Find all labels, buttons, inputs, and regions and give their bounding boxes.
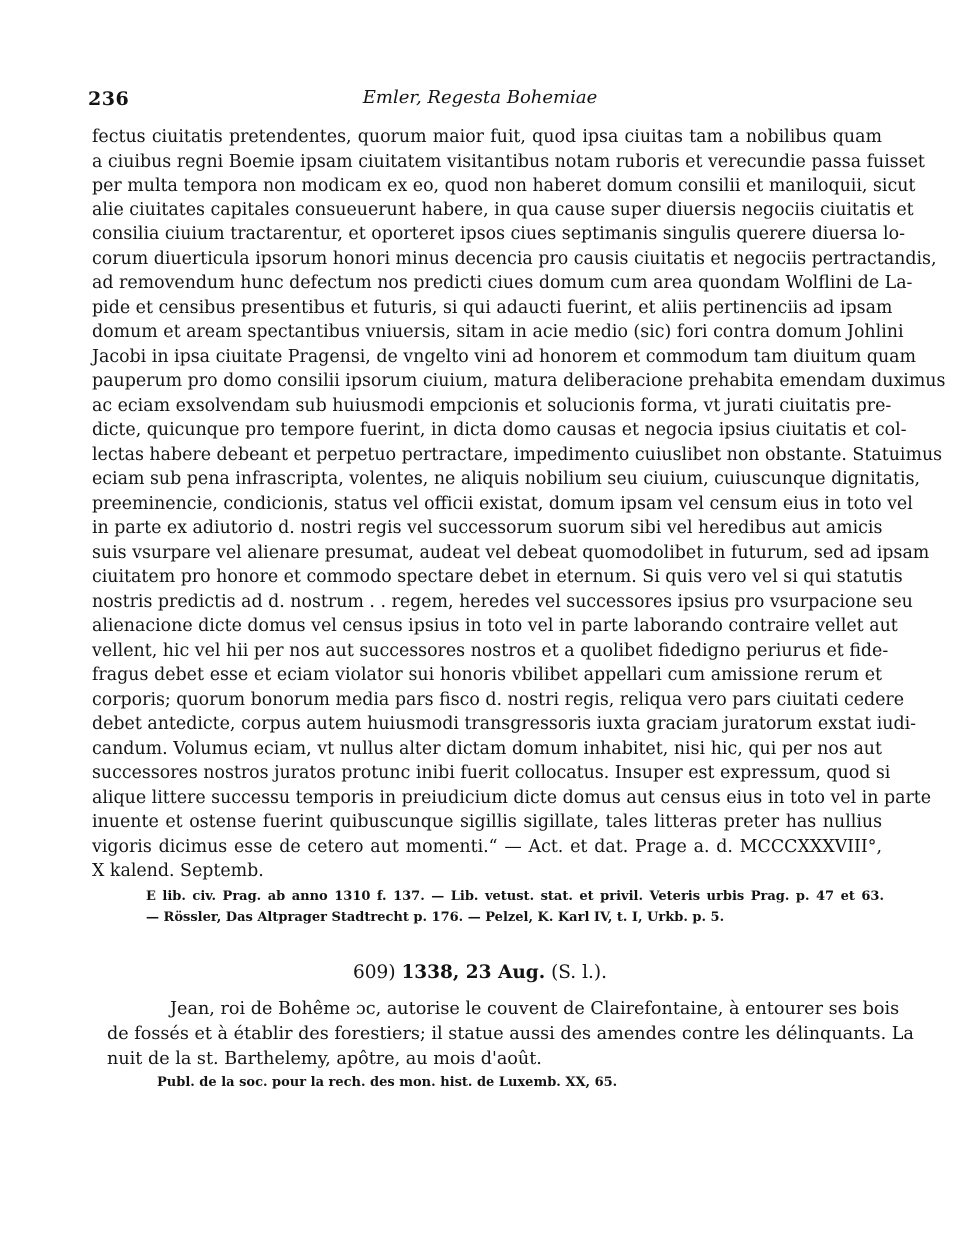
- publication-note: Publ. de la soc. pour la rech. des mon. hist. de Luxemb. XX, 65.: [157, 1075, 618, 1090]
- text-line: vellent, hic vel hii per nos aut successores nostros et a quolibet fidedigno periurus et fide-: [92, 641, 889, 661]
- text-line: nostris predictis ad d. nostrum . . regem, heredes vel successores ipsius pro vsurpacione seu: [92, 592, 913, 612]
- text-line: alienacione dicte domus vel census ipsius in toto vel in parte laborando contraire vellet aut: [92, 616, 898, 636]
- text-line: Jacobi in ipsa ciuitate Pragensi, de vngelto vini ad honorem et commodum tam diuitum quam: [92, 347, 917, 367]
- text-line: alie ciuitates capitales consueuerunt habere, in qua cause super diuersis negociis ciuitatis et: [92, 200, 914, 220]
- text-line: inuente et ostense fuerint quibuscunque sigillis sigillate, tales litteras preter has nullius: [92, 812, 882, 832]
- entry-number: 609): [353, 962, 396, 983]
- text-line: pauperum pro domo consilii ipsorum ciuium, matura deliberacione prehabita emendam duximus: [92, 371, 946, 391]
- text-line: per multa tempora non modicam ex eo, quod non haberet domum consilii et maniloquii, sicut: [92, 176, 916, 196]
- running-title: Emler, Regesta Bohemiae: [362, 87, 598, 108]
- text-line: fragus debet esse et eciam violator sui honoris vbilibet appellari cum amissione rerum et: [92, 665, 882, 685]
- text-line: a ciuibus regni Boemie ipsam ciuitatem visitantibus notam ruboris et verecundie passa fuisset: [92, 152, 925, 172]
- text-line: candum. Volumus eciam, vt nullus alter dictam domum inhabitet, nisi hic, qui per nos aut: [92, 739, 882, 759]
- text-line: corporis; quorum bonorum media pars fisco d. nostri regis, reliqua vero pars ciuitati cedere: [92, 690, 905, 710]
- text-line: X kalend. Septemb.: [92, 861, 264, 881]
- source-note: — Rössler, Das Altprager Stadtrecht p. 176. — Pelzel, K. Karl IV, t. I, Urkb. p. 5.: [146, 910, 725, 925]
- summary-line: de fossés et à établir des forestiers; il statue aussi des amendes contre les délinquants. La: [107, 1024, 914, 1044]
- source-note: E lib. civ. Prag. ab anno 1310 f. 137. — Lib. vetust. stat. et privil. Veteris urbis Prag. p. 47 et 63.: [146, 889, 884, 904]
- text-line: lectas habere debeant et perpetuo pertractare, impedimento cuiuslibet non obstante. Statuimus: [92, 445, 943, 465]
- entry-place: (S. l.).: [551, 962, 607, 983]
- text-line: dicte, quicunque pro tempore fuerint, in dicta domo causas et negocia ipsius ciuitatis et col-: [92, 420, 907, 440]
- entry-heading: [0, 962, 960, 983]
- text-line: successores nostros juratos protunc inibi fuerit collocatus. Insuper est expressum, quod si: [92, 763, 891, 783]
- summary-line: nuit de la st. Barthelemy, apôtre, au mois d'août.: [107, 1049, 542, 1069]
- text-line: corum diuerticula ipsorum honori minus decencia pro causis ciuitatis et negociis pertractandis,: [92, 249, 937, 269]
- summary-line: Jean, roi de Bohême ɔc, autorise le couvent de Clairefontaine, à entourer ses bois: [170, 999, 900, 1019]
- text-line: ciuitatem pro honore et commodo spectare debet in eternum. Si quis vero vel si qui statutis: [92, 567, 903, 587]
- text-line: suis vsurpare vel alienare presumat, audeat vel debeat quomodolibet in futurum, sed ad ipsam: [92, 543, 930, 563]
- text-line: consilia ciuium tractarentur, et oporteret ipsos ciues septimanis singulis querere diuersa lo-: [92, 224, 905, 244]
- text-line: eciam sub pena infrascripta, volentes, ne aliquis nobilium seu ciuium, cuiuscunque dignitatis,: [92, 469, 921, 489]
- text-line: vigoris dicimus esse de cetero aut momenti.“ — Act. et dat. Prage a. d. MCCCXXXVIII°,: [92, 837, 882, 857]
- text-line: preeminencie, condicionis, status vel officii existat, domum ipsam vel censum eius in toto vel: [92, 494, 913, 514]
- text-line: fectus ciuitatis pretendentes, quorum maior fuit, quod ipsa ciuitas tam a nobilibus quam: [92, 127, 882, 147]
- text-line: ad removendum hunc defectum nos predicti ciues domum cum area quondam Wolflini de La-: [92, 273, 913, 293]
- text-line: alique littere successu temporis in preiudicium dicte domus aut census eius in toto vel in parte: [92, 788, 932, 808]
- entry-date: 1338, 23 Aug.: [401, 962, 546, 983]
- text-line: domum et aream spectantibus vniuersis, sitam in acie medio (sic) fori contra domum Johlini: [92, 322, 904, 342]
- page-number: 236: [88, 88, 130, 110]
- text-line: ac eciam exsolvendam sub huiusmodi empcionis et solucionis forma, vt jurati ciuitatis pre-: [92, 396, 892, 416]
- text-line: debet antedicte, corpus autem huiusmodi transgressoris iuxta graciam juratorum exstat iudi-: [92, 714, 917, 734]
- text-line: in parte ex adiutorio d. nostri regis vel successorum suorum sibi vel heredibus aut amicis: [92, 518, 883, 538]
- text-line: pide et censibus presentibus et futuris, si qui adaucti fuerint, et aliis pertinenciis ad ipsam: [92, 298, 893, 318]
